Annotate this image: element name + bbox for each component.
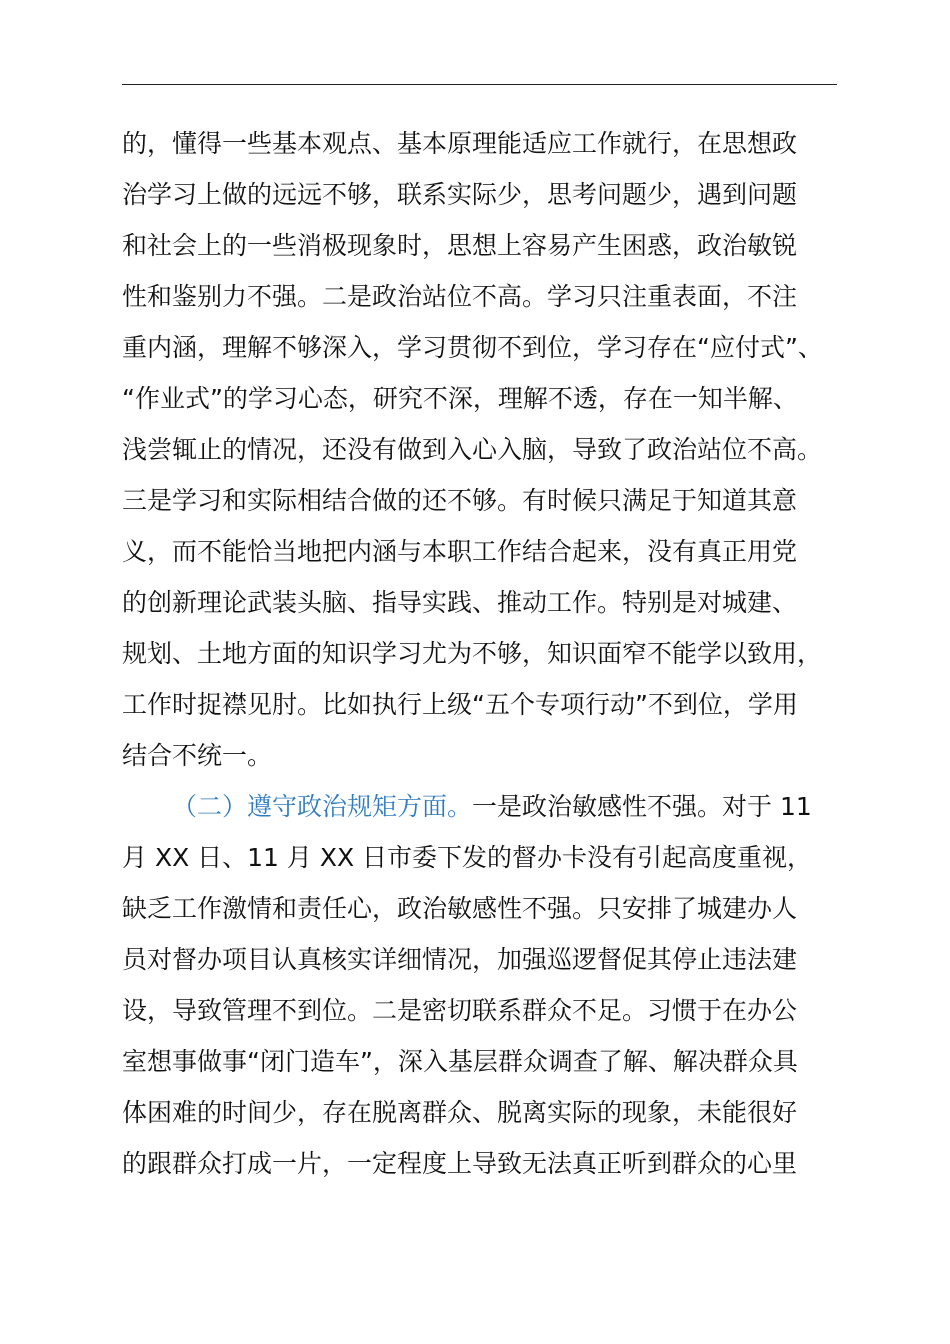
paragraph-line: 的创新理论武装头脑、指导实践、推动工作。特别是对城建、	[122, 588, 798, 617]
paragraph-line: 月 XX 日、11 月 XX 日市委下发的督办卡没有引起高度重视，	[122, 843, 813, 872]
document-body	[122, 118, 862, 1189]
paragraph-line: 室想事做事“闭门造车”，深入基层群众调查了解、解决群众具	[122, 1047, 798, 1076]
paragraph-line: 员对督办项目认真核实详细情况，加强巡逻督促其停止违法建	[122, 945, 798, 974]
paragraph-line: 结合不统一。	[122, 741, 273, 770]
paragraph-line: 性和鉴别力不强。二是政治站位不高。学习只注重表面，不注	[122, 282, 798, 311]
paragraph-line: 规划、土地方面的知识学习尤为不够，知识面窄不能学以致用，	[122, 639, 823, 668]
paragraph-line: 浅尝辄止的情况，还没有做到入心入脑，导致了政治站位不高。	[122, 435, 823, 464]
paragraph-line: 缺乏工作激情和责任心，政治敏感性不强。只安排了城建办人	[122, 894, 798, 923]
section-first-line	[122, 781, 862, 832]
paragraph-line: 三是学习和实际相结合做的还不够。有时候只满足于知道其意	[122, 486, 798, 515]
paragraph-line: 和社会上的一些消极现象时，思想上容易产生困惑，政治敏锐	[122, 231, 798, 260]
paragraph-line: 的，懂得一些基本观点、基本原理能适应工作就行，在思想政	[122, 129, 798, 158]
paragraph-line: 义，而不能恰当地把内涵与本职工作结合起来，没有真正用党	[122, 537, 798, 566]
paragraph-line: “作业式”的学习心态，研究不深，理解不透，存在一知半解、	[122, 384, 798, 413]
header-rule	[122, 84, 837, 85]
paragraph-line: 的跟群众打成一片，一定程度上导致无法真正听到群众的心里	[122, 1149, 798, 1178]
paragraph-line: 设，导致管理不到位。二是密切联系群众不足。习惯于在办公	[122, 996, 798, 1025]
section-heading: （二）遵守政治规矩方面。	[172, 792, 473, 821]
paragraph-line: 治学习上做的远远不够，联系实际少，思考问题少，遇到问题	[122, 180, 798, 209]
paragraph-line: 体困难的时间少，存在脱离群众、脱离实际的现象，未能很好	[122, 1098, 798, 1127]
paragraph-line: 重内涵，理解不够深入，学习贯彻不到位，学习存在“应付式”、	[122, 333, 823, 362]
paragraph-line: 工作时捉襟见肘。比如执行上级“五个专项行动”不到位，学用	[122, 690, 798, 719]
section-first-line-text: 一是政治敏感性不强。对于 11	[472, 792, 812, 821]
